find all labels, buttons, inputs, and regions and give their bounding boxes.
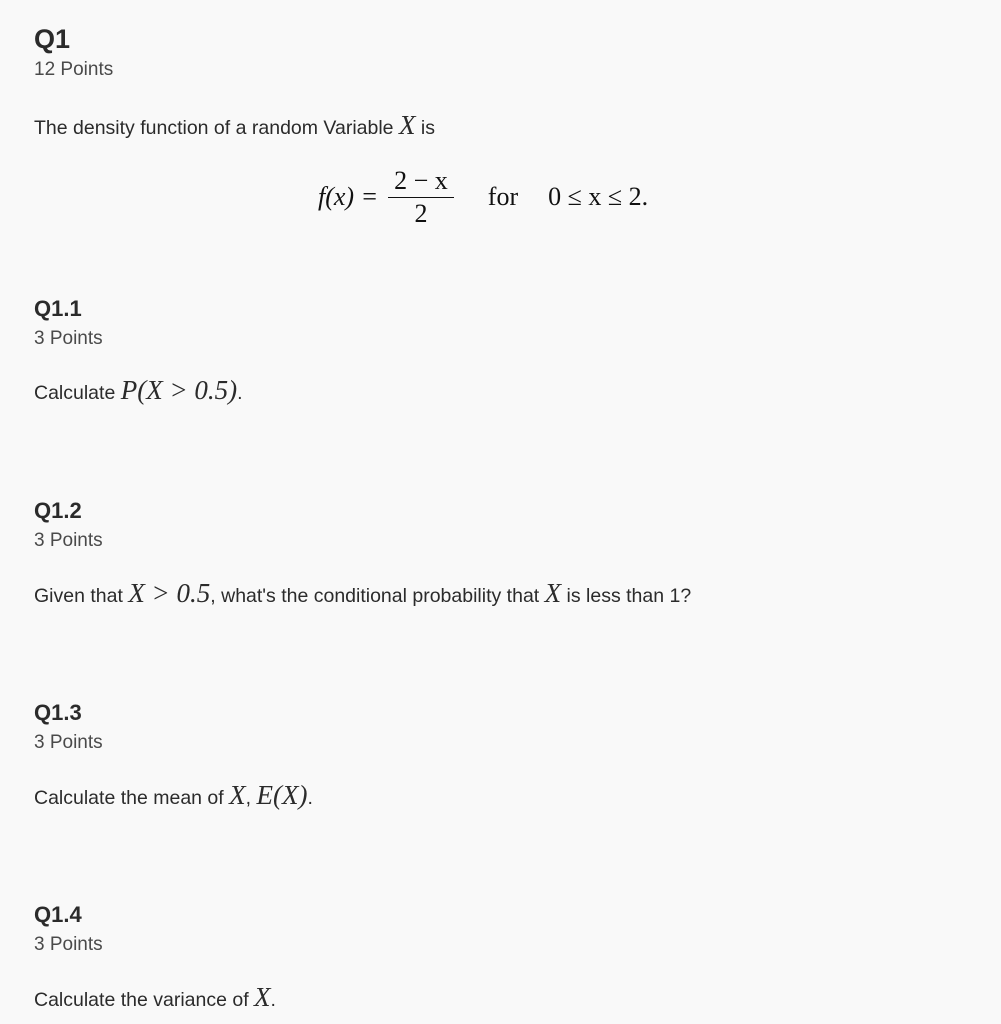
q1-2-text-mid: , what's the conditional probability that (210, 585, 540, 607)
q1-3-math2: E(X) (256, 780, 308, 810)
q1-1-title: Q1.1 (34, 296, 82, 321)
q1-3-math1: X (229, 780, 246, 810)
q1-3-question (34, 780, 313, 811)
q1-2-text-pre: Given that (34, 585, 123, 607)
formula-fraction (388, 167, 454, 228)
q1-4-text-post: . (270, 989, 276, 1011)
density-formula (318, 165, 648, 229)
q1-1-text-pre: Calculate (34, 382, 116, 404)
formula-denominator: 2 (414, 198, 428, 228)
formula-lhs: f(x) = (318, 182, 379, 211)
q1-3-text-post: . (307, 787, 313, 809)
q1-3-sep: , (245, 787, 252, 809)
q1-intro-var: X (398, 110, 416, 140)
formula-condition: 0 ≤ x ≤ 2. (548, 182, 649, 211)
q1-2-question (34, 578, 691, 609)
q1-2-math1: X > 0.5 (128, 578, 211, 608)
q1-intro (34, 110, 435, 141)
q1-2-text-post: is less than 1? (566, 585, 692, 607)
q1-intro-text: The density function of a random Variable (34, 117, 394, 139)
q1-1-points: 3 Points (34, 328, 103, 349)
q1-4-title: Q1.4 (34, 902, 82, 927)
q1-3-text-pre: Calculate the mean of (34, 787, 224, 809)
q1-4-points: 3 Points (34, 934, 103, 955)
q1-2-math2: X (544, 578, 562, 608)
q1-3-title: Q1.3 (34, 700, 82, 725)
q1-intro-end: is (420, 117, 435, 139)
formula-word: for (487, 182, 519, 211)
q1-2-points: 3 Points (34, 530, 103, 551)
q1-4-math: X (254, 982, 271, 1012)
q1-2-title: Q1.2 (34, 498, 82, 523)
q1-4-text-pre: Calculate the variance of (34, 989, 249, 1011)
q1-4-question (34, 982, 276, 1013)
q1-points: 12 Points (34, 59, 114, 80)
q1-1-question (34, 375, 243, 406)
q1-title: Q1 (34, 24, 71, 54)
formula-numerator: 2 − x (388, 167, 454, 198)
q1-1-text-post: . (237, 382, 243, 404)
q1-1-math: P(X > 0.5) (120, 375, 238, 405)
q1-3-points: 3 Points (34, 732, 103, 753)
